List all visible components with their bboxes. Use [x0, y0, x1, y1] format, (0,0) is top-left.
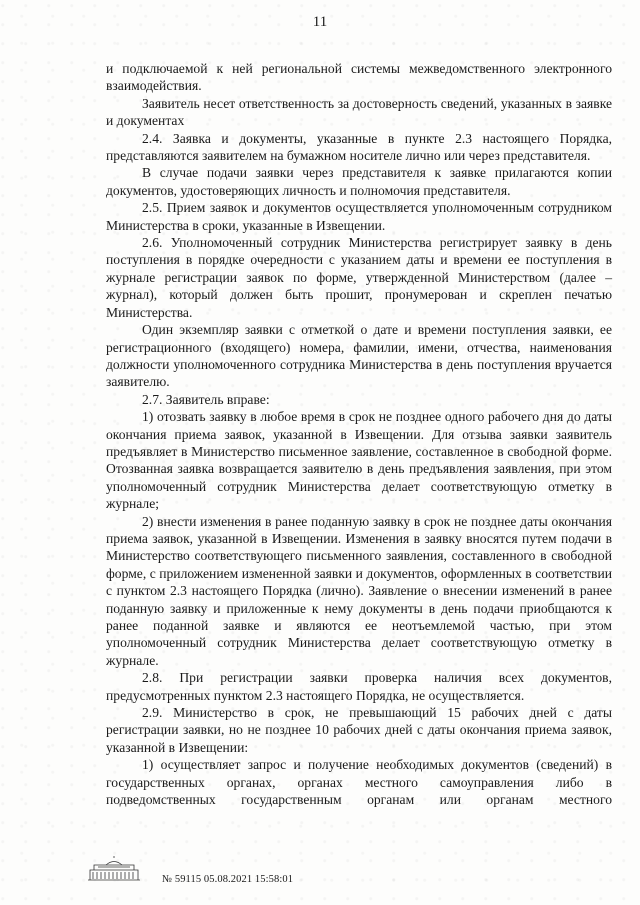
page-number: 11 [312, 14, 328, 30]
paragraph: и подключаемой к ней региональной системы межведомственного электронного взаимодействия. [106, 61, 612, 94]
paragraph: 2.7. Заявитель вправе: [142, 391, 270, 407]
paragraph: 2.9. Министерство в срок, не превышающий 15 рабочих дней с даты регистрации заявки, но не позднее 10 рабочих дней с даты окончания приема заявок, указанной в Извещении: [106, 705, 612, 755]
paragraph: 2.6. Уполномоченный сотрудник Министерства регистрирует заявку в день поступления в порядке очередности с указанием даты и времени ее поступления в журнале регистрации заявок по форме, утвержденной Министерством (далее – журнал), который должен быть прошит, пронумерован и скреплен печатью Министерства. [106, 235, 612, 320]
paragraph: Один экземпляр заявки с отметкой о дате и времени поступления заявки, ее регистрационного (входящего) номера, фамилии, имени, отчества, наименования должности уполномоченного сотрудника Министерства в день поступления вручается заявителю. [106, 322, 612, 390]
emblem-stamp-icon [84, 856, 144, 882]
document-body [106, 60, 612, 808]
paragraph: 2) внести изменения в ранее поданную заявку в срок не позднее даты окончания приема заявок, указанной в Извещении. Изменения в заявку вносятся путем подачи в Министерство соответствующего письменного заявления, составленного в свободной форме, с приложением измененной заявки и документов, оформленных в соответствии с пунктом 2.3 настоящего Порядка (лично). Заявление о внесении изменений в ранее поданную заявку и приложенные к нему документы в день подачи приобщаются к ранее поданной заявке и являются ее неотъемлемой частью, при этом уполномоченный сотрудник Министерства делает соответствующую отметку в журнале. [106, 513, 612, 668]
paragraph: Заявитель несет ответственность за достоверность сведений, указанных в заявке и документах [106, 95, 612, 129]
registration-stamp: № 59115 05.08.2021 15:58:01 [162, 874, 294, 885]
paragraph: 1) отозвать заявку в любое время в срок не позднее одного рабочего дня до даты окончания приема заявок, указанной в Извещении. Для отзыва заявки заявитель предъявляет в Министерство письменное заявление, составленное в свободной форме. Отозванная заявка возвращается заявителю в день предъявления заявления, при этом уполномоченный сотрудник Министерства делает соответствующую отметку в журнале; [106, 409, 612, 512]
paragraph: 2.5. Прием заявок и документов осуществляется уполномоченным сотрудником Министерства в сроки, указанные в Извещении. [106, 200, 612, 233]
paragraph: 2.4. Заявка и документы, указанные в пункте 2.3 настоящего Порядка, представляются заявителем на бумажном носителе лично или через представителя. [106, 130, 612, 164]
paragraph: 2.8. При регистрации заявки проверка наличия всех документов, предусмотренных пунктом 2.3 настоящего Порядка, не осуществляется. [106, 670, 612, 703]
paragraph: В случае подачи заявки через представителя к заявке прилагаются копии документов, удостоверяющих личность и полномочия представителя. [106, 165, 612, 198]
paragraph: 1) осуществляет запрос и получение необходимых документов (сведений) в государственных органах, органах местного самоуправления либо в подведомственных государственным органам или органам местного [106, 757, 612, 808]
